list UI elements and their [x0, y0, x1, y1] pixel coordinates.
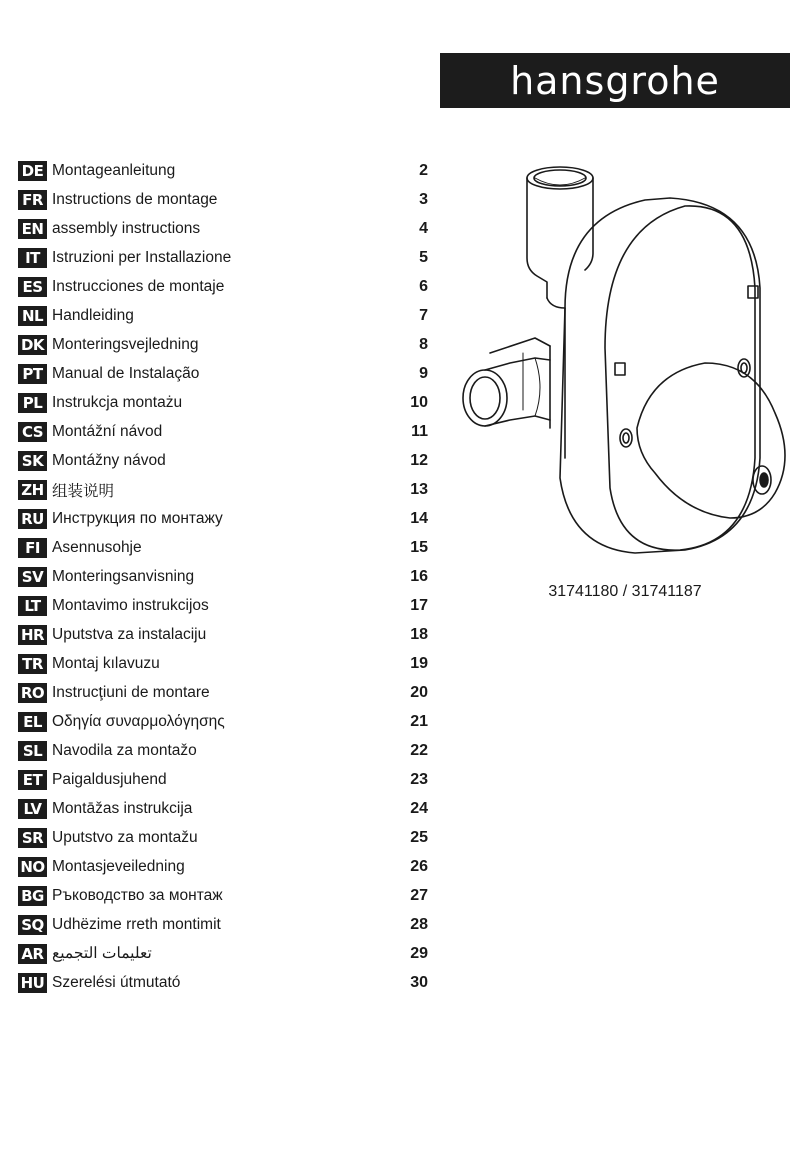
toc-label: Montaj kılavuzu	[52, 654, 160, 672]
toc-row-pl	[18, 388, 428, 417]
toc-label: Monteringsvejledning	[52, 335, 199, 353]
toc-page-number: 2	[419, 161, 428, 179]
toc-row-tr	[18, 649, 428, 678]
toc-label: Montageanleitung	[52, 161, 176, 179]
toc-label: Montážny návod	[52, 451, 166, 469]
toc-page-number: 17	[410, 596, 428, 614]
language-code-badge: ES	[18, 277, 47, 297]
language-code-badge: IT	[18, 248, 47, 268]
toc-page-number: 27	[410, 886, 428, 904]
toc-row-cs	[18, 417, 428, 446]
toc-label: Asennusohje	[52, 538, 142, 556]
toc-page-number: 25	[410, 828, 428, 846]
toc-page-number: 5	[419, 248, 428, 266]
toc-label: Uputstvo za montažu	[52, 828, 198, 846]
toc-row-fr	[18, 185, 428, 214]
toc-row-it	[18, 243, 428, 272]
toc-page-number: 3	[419, 190, 428, 208]
toc-label: Montasjeveiledning	[52, 857, 185, 875]
toc-page-number: 7	[419, 306, 428, 324]
toc-label: Handleiding	[52, 306, 134, 324]
toc-row-dk	[18, 330, 428, 359]
language-code-badge: CS	[18, 422, 47, 442]
toc-page-number: 12	[410, 451, 428, 469]
toc-row-lv	[18, 794, 428, 823]
toc-page-number: 11	[411, 422, 428, 440]
toc-label: Инструкция по монтажу	[52, 509, 223, 527]
toc-row-ro	[18, 678, 428, 707]
toc-label: Szerelési útmutató	[52, 973, 181, 991]
language-code-badge: SV	[18, 567, 47, 587]
toc-row-sv	[18, 562, 428, 591]
toc-page-number: 22	[410, 741, 428, 759]
language-code-badge: FI	[18, 538, 47, 558]
toc-row-sr	[18, 823, 428, 852]
language-code-badge: HR	[18, 625, 47, 645]
toc-label: Montavimo instrukcijos	[52, 596, 209, 614]
language-code-badge: AR	[18, 944, 47, 964]
toc-label: Navodila za montažo	[52, 741, 197, 759]
toc-row-sk	[18, 446, 428, 475]
toc-page-number: 16	[410, 567, 428, 585]
language-code-badge: ET	[18, 770, 47, 790]
toc-page-number: 30	[410, 973, 428, 991]
toc-page-number: 18	[410, 625, 428, 643]
toc-page-number: 14	[410, 509, 428, 527]
toc-page-number: 19	[410, 654, 428, 672]
toc-row-hr	[18, 620, 428, 649]
language-code-badge: TR	[18, 654, 47, 674]
toc-label: Manual de Instalação	[52, 364, 200, 382]
toc-page-number: 26	[410, 857, 428, 875]
language-code-badge: HU	[18, 973, 47, 993]
language-code-badge: DK	[18, 335, 47, 355]
toc-label: Instrukcja montażu	[52, 393, 183, 411]
toc-page-number: 13	[410, 480, 428, 498]
language-code-badge: NL	[18, 306, 47, 326]
language-code-badge: PT	[18, 364, 47, 384]
toc-row-bg	[18, 881, 428, 910]
toc-label: Udhëzime rreth montimit	[52, 915, 221, 933]
language-code-badge: EN	[18, 219, 47, 239]
toc-row-zh	[18, 475, 428, 504]
toc-row-de	[18, 156, 428, 185]
toc-page-number: 29	[410, 944, 428, 962]
toc-page-number: 20	[410, 683, 428, 701]
toc-row-es	[18, 272, 428, 301]
toc-row-ar	[18, 939, 428, 968]
toc-row-sq	[18, 910, 428, 939]
language-code-badge: EL	[18, 712, 47, 732]
toc-label: 组装说明	[52, 482, 115, 500]
language-code-badge: LT	[18, 596, 47, 616]
toc-row-nl	[18, 301, 428, 330]
toc-page-number: 10	[410, 393, 428, 411]
toc-label: تعليمات التجميع	[52, 945, 152, 962]
language-code-badge: ZH	[18, 480, 47, 500]
toc-label: Monteringsanvisning	[52, 567, 195, 585]
language-code-badge: SR	[18, 828, 47, 848]
toc-page-number: 6	[419, 277, 428, 295]
toc-page-number: 9	[419, 364, 428, 382]
toc-page-number: 15	[410, 538, 428, 556]
toc-row-et	[18, 765, 428, 794]
toc-page-number: 4	[419, 219, 428, 237]
toc-page-number: 24	[410, 799, 428, 817]
toc-page-number: 21	[410, 712, 428, 730]
toc-label: Instrucţiuni de montare	[52, 683, 210, 701]
toc-label: Uputstva za instalaciju	[52, 625, 207, 643]
language-code-badge: RO	[18, 683, 47, 703]
toc-page-number: 8	[419, 335, 428, 353]
language-code-badge: LV	[18, 799, 47, 819]
toc-label: Istruzioni per Installazione	[52, 248, 232, 266]
language-code-badge: SL	[18, 741, 47, 761]
toc-label: Instrucciones de montaje	[52, 277, 225, 295]
brand-logo	[440, 53, 790, 108]
language-code-badge: FR	[18, 190, 47, 210]
toc-label: Instructions de montage	[52, 190, 218, 208]
toc-row-lt	[18, 591, 428, 620]
toc-row-hu	[18, 968, 428, 997]
toc-row-ru	[18, 504, 428, 533]
toc-label: Paigaldusjuhend	[52, 770, 167, 788]
model-numbers: 31741180 / 31741187	[548, 583, 702, 600]
language-code-badge: DE	[18, 161, 47, 181]
toc-page-number: 28	[410, 915, 428, 933]
toc-label: assembly instructions	[52, 219, 201, 237]
language-code-badge: BG	[18, 886, 47, 906]
language-code-badge: SK	[18, 451, 47, 471]
toc-label: Montāžas instrukcija	[52, 799, 193, 817]
toc-page-number: 23	[410, 770, 428, 788]
language-code-badge: SQ	[18, 915, 47, 935]
toc-row-sl	[18, 736, 428, 765]
toc-row-el	[18, 707, 428, 736]
language-code-badge: PL	[18, 393, 47, 413]
brand-logo-text: hansgrohe	[510, 58, 720, 103]
toc-row-pt	[18, 359, 428, 388]
product-illustration	[455, 158, 800, 558]
toc-label: Ръководство за монтаж	[52, 886, 223, 904]
table-of-contents	[18, 156, 428, 997]
toc-row-en	[18, 214, 428, 243]
toc-label: Montážní návod	[52, 422, 163, 440]
toc-row-fi	[18, 533, 428, 562]
language-code-badge: RU	[18, 509, 47, 529]
toc-row-no	[18, 852, 428, 881]
language-code-badge: NO	[18, 857, 47, 877]
toc-label: Οδηγία συναρμολόγησης	[52, 712, 225, 730]
